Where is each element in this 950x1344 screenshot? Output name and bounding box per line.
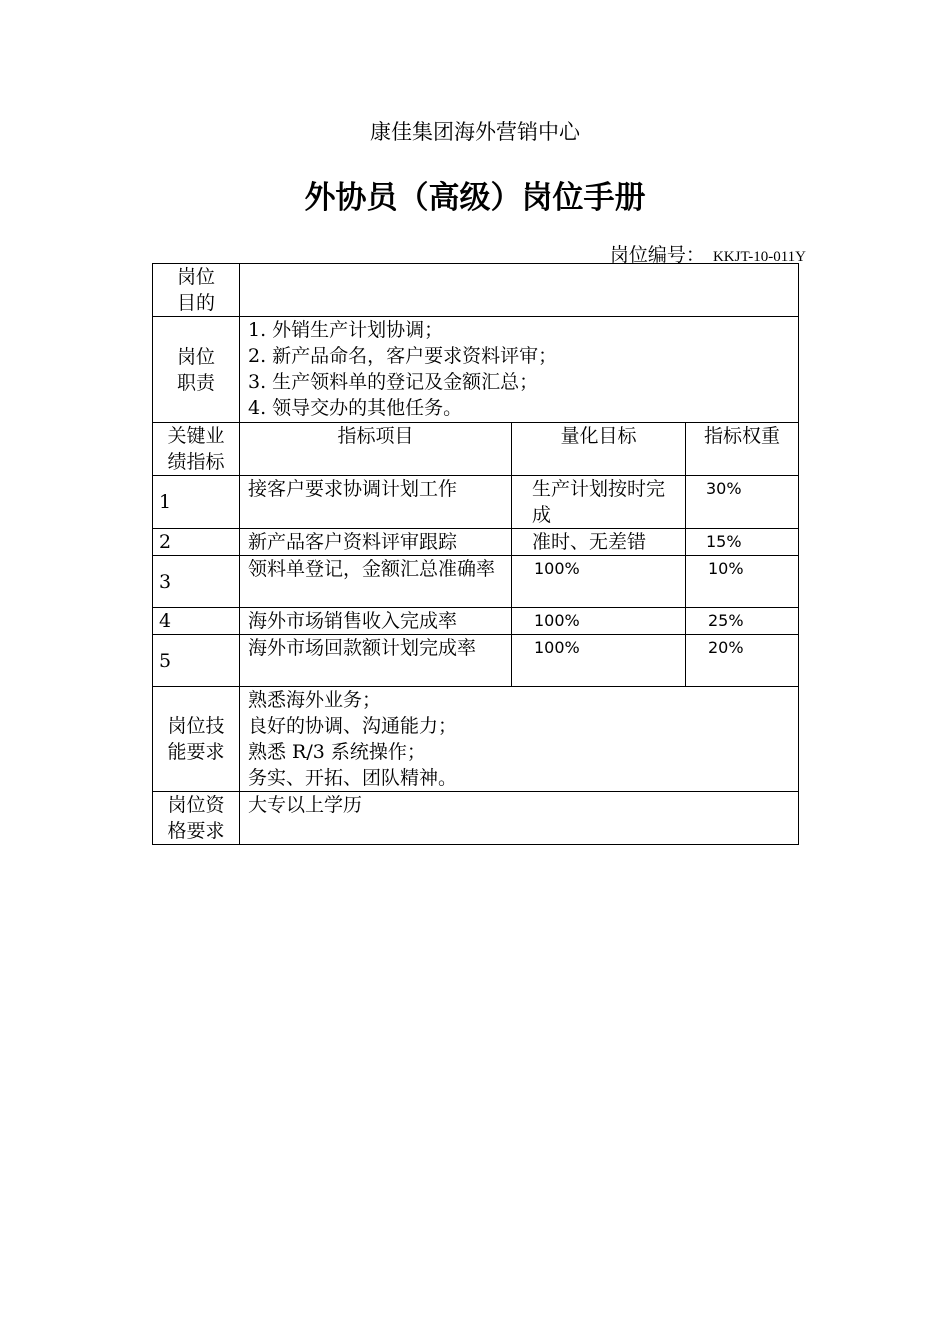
kpi-row <box>153 635 799 687</box>
skill-item: 熟悉海外业务； <box>248 689 382 711</box>
duty-item: 1. 外销生产计划协调； <box>248 319 444 341</box>
kpi-row-weight: 10% <box>686 556 799 608</box>
kpi-row-weight: 15% <box>686 529 799 556</box>
duty-item: 4. 领导交办的其他任务。 <box>248 397 463 419</box>
skills-label: 岗位技能要求 <box>153 687 240 792</box>
duty-item: 2. 新产品命名，客户要求资料评审； <box>248 345 558 367</box>
kpi-row-number: 2 <box>153 529 240 556</box>
kpi-header-weight: 指标权重 <box>686 423 799 476</box>
kpi-row-item: 接客户要求协调计划工作 <box>240 476 512 529</box>
kpi-label: 关键业绩指标 <box>153 423 240 476</box>
duties-list <box>240 317 799 423</box>
kpi-row-target: 准时、无差错 <box>512 529 686 556</box>
kpi-row-item: 海外市场销售收入完成率 <box>240 608 512 635</box>
kpi-row-weight: 20% <box>686 635 799 687</box>
organization-name: 康佳集团海外营销中心 <box>370 120 580 144</box>
purpose-row <box>153 264 799 317</box>
kpi-row <box>153 608 799 635</box>
kpi-row-target: 100% <box>512 608 686 635</box>
kpi-row <box>153 529 799 556</box>
position-table <box>152 263 799 845</box>
skill-item: 熟悉 R/3 系统操作； <box>248 741 426 763</box>
kpi-row-number: 3 <box>153 556 240 608</box>
duties-row <box>153 317 799 423</box>
position-code-label: 岗位编号： <box>609 244 705 266</box>
kpi-row-number: 4 <box>153 608 240 635</box>
qualification-label: 岗位资格要求 <box>153 792 240 845</box>
duty-item: 3. 生产领料单的登记及金额汇总； <box>248 371 539 393</box>
skills-list <box>240 687 799 792</box>
kpi-row-target: 100% <box>512 635 686 687</box>
kpi-row-target: 100% <box>512 556 686 608</box>
kpi-header-item: 指标项目 <box>240 423 512 476</box>
kpi-row-number: 5 <box>153 635 240 687</box>
skill-item: 良好的协调、沟通能力； <box>248 715 458 737</box>
kpi-row-item: 海外市场回款额计划完成率 <box>240 635 512 687</box>
kpi-header-row <box>153 423 799 476</box>
position-code-value: KKJT-10-011Y <box>712 249 806 265</box>
kpi-header-target: 量化目标 <box>512 423 686 476</box>
skill-item: 务实、开拓、团队精神。 <box>248 767 458 789</box>
qualification-value: 大专以上学历 <box>240 792 799 845</box>
kpi-row-item: 领料单登记，金额汇总准确率 <box>240 556 512 608</box>
kpi-row-weight: 30% <box>686 476 799 529</box>
kpi-row <box>153 476 799 529</box>
kpi-row <box>153 556 799 608</box>
duties-label: 岗位职责 <box>153 317 240 423</box>
kpi-row-weight: 25% <box>686 608 799 635</box>
purpose-value <box>240 264 799 317</box>
kpi-row-number: 1 <box>153 476 240 529</box>
qualification-row <box>153 792 799 845</box>
purpose-label: 岗位目的 <box>153 264 240 317</box>
kpi-row-target: 生产计划按时完成 <box>512 476 686 529</box>
kpi-row-item: 新产品客户资料评审跟踪 <box>240 529 512 556</box>
document-title: 外协员（高级）岗位手册 <box>304 180 646 216</box>
skills-row <box>153 687 799 792</box>
